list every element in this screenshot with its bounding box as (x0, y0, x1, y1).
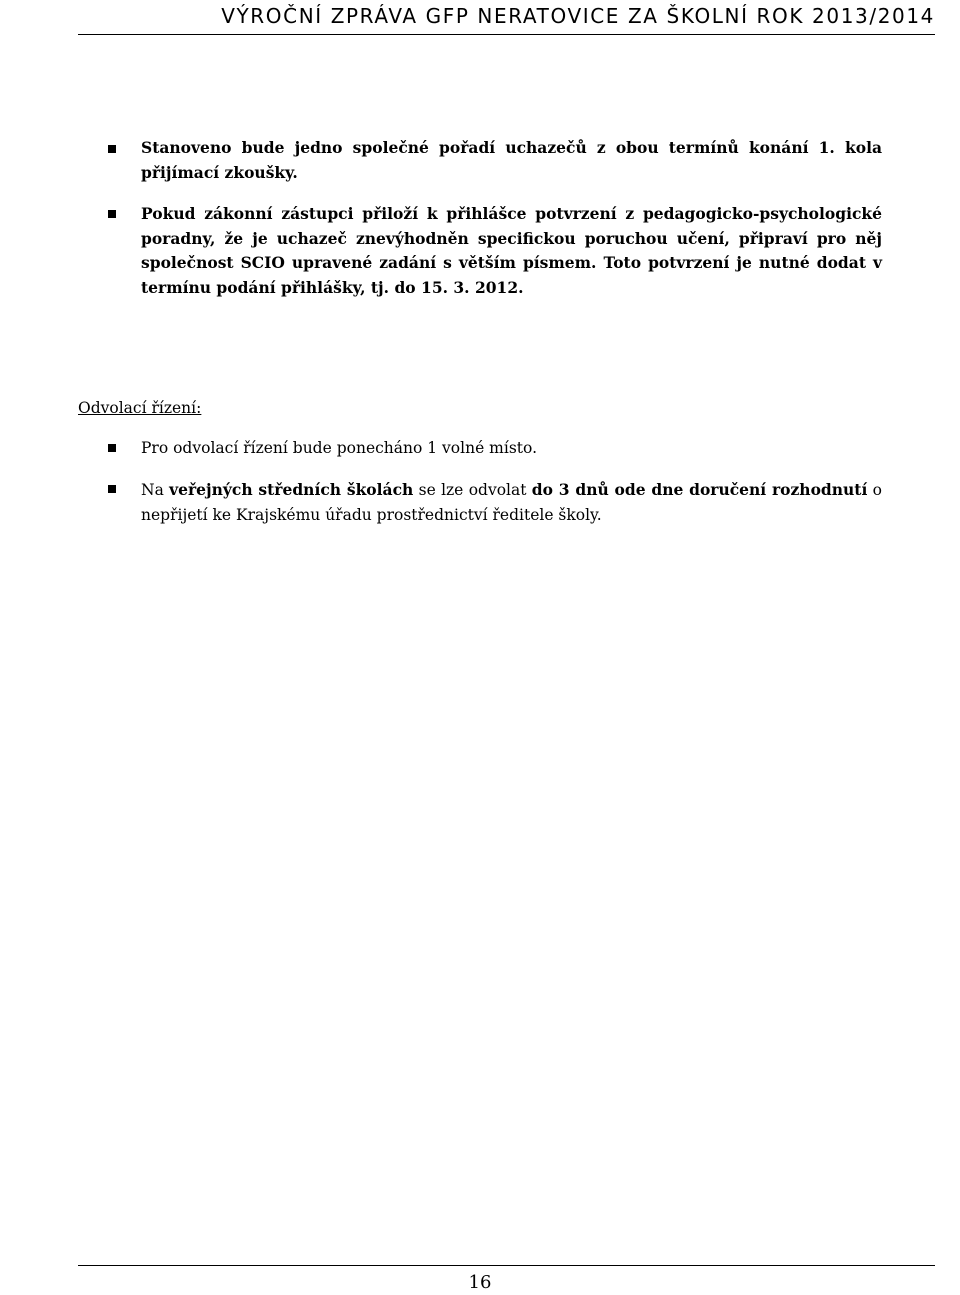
bullet-icon (108, 145, 116, 153)
appeal-point-1: Pro odvolací řízení bude ponecháno 1 volné místo. (141, 439, 537, 457)
bullet-icon (108, 444, 116, 452)
footer-divider (78, 1265, 935, 1266)
appeal-text-1: Na (141, 481, 170, 499)
appeal-text-2: se lze odvolat (413, 481, 532, 499)
appeal-point-2 (141, 478, 882, 527)
page-number: 16 (468, 1272, 492, 1293)
appeal-text-3: o nepřijetí ke Krajskému úřadu prostřednictví ředitele školy. (141, 481, 883, 524)
appeal-heading: Odvolací řízení: (78, 399, 202, 417)
admission-point-1: Stanoveno bude jedno společné pořadí uchazečů z obou termínů konání 1. kola přijímací zkoušky. (141, 138, 882, 182)
appeal-bold-schools: veřejných středních školách (169, 480, 414, 499)
bullet-icon (108, 210, 116, 218)
appeal-bold-deadline: do 3 dnů ode dne doručení rozhodnutí (531, 480, 868, 499)
bullet-icon (108, 485, 116, 493)
admission-point-2: Pokud zákonní zástupci přiloží k přihlášce potvrzení z pedagogicko-psychologické poradny, že je uchazeč znevýhodněn specifickou poruchou učení, připraví pro něj společnost SCIO upravené zadání s větším písmem. Toto potvrzení je nutné dodat v termínu podání přihlášky, tj. do 15. 3. 2012. (141, 204, 882, 297)
page-header: VÝROČNÍ ZPRÁVA GFP NERATOVICE ZA ŠKOLNÍ ROK 2013/2014 (78, 0, 935, 35)
